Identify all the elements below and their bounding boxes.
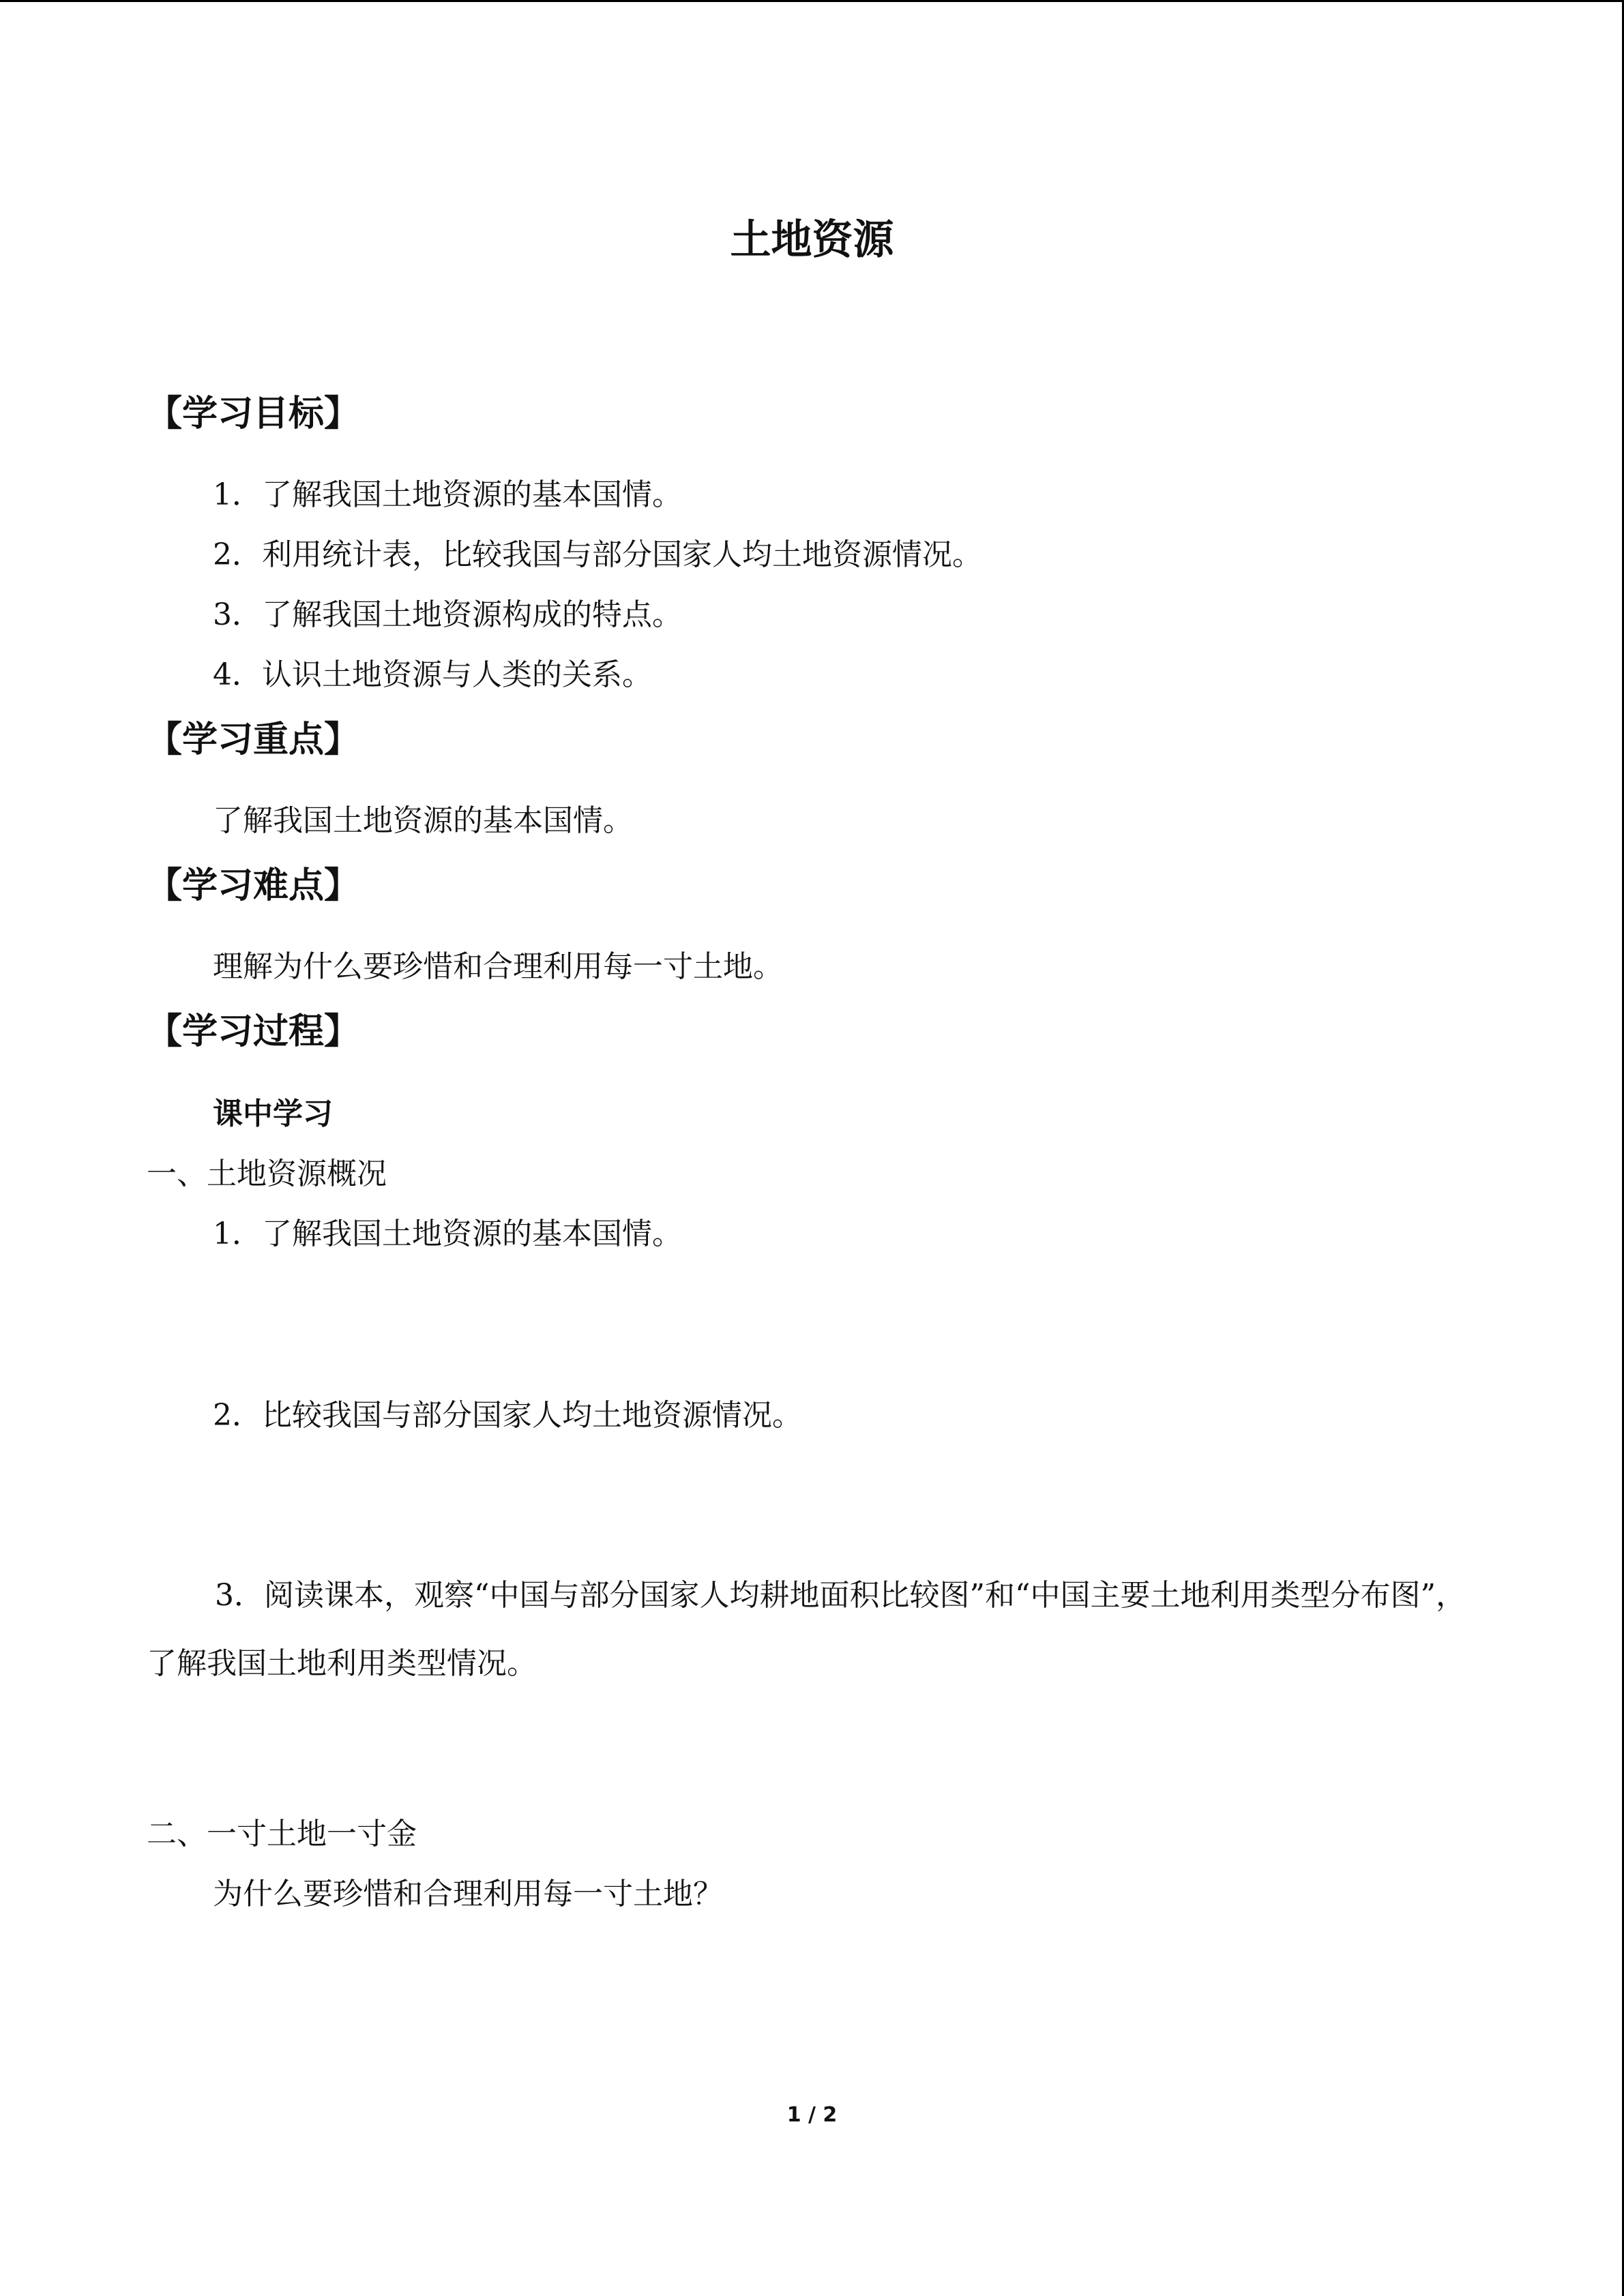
page-title: 土地资源 bbox=[730, 216, 894, 264]
page-number: 1 / 2 bbox=[786, 2103, 838, 2127]
objective-item-4: 4．认识土地资源与人类的关系。 bbox=[213, 657, 652, 692]
objective-item-1: 1．了解我国土地资源的基本国情。 bbox=[213, 477, 682, 512]
part1-title: 一、土地资源概况 bbox=[147, 1157, 387, 1191]
page-top-border bbox=[0, 0, 1624, 2]
objective-item-2: 2．利用统计表，比较我国与部分国家人均土地资源情况。 bbox=[213, 537, 982, 572]
part1-question-2: 2．比较我国与部分国家人均土地资源情况。 bbox=[213, 1398, 802, 1433]
key-point-text: 了解我国土地资源的基本国情。 bbox=[213, 803, 633, 838]
objectives-heading: 【学习目标】 bbox=[147, 393, 360, 434]
difficulty-heading: 【学习难点】 bbox=[147, 865, 360, 906]
objective-item-3: 3．了解我国土地资源构成的特点。 bbox=[213, 597, 682, 632]
part1-question-1: 1．了解我国土地资源的基本国情。 bbox=[213, 1217, 682, 1251]
process-heading: 【学习过程】 bbox=[147, 1011, 360, 1052]
process-subheading: 课中学习 bbox=[213, 1097, 333, 1131]
part2-question: 为什么要珍惜和合理利用每一寸土地？ bbox=[213, 1877, 723, 1911]
difficulty-text: 理解为什么要珍惜和合理利用每一寸土地。 bbox=[213, 949, 783, 984]
key-point-heading: 【学习重点】 bbox=[147, 719, 360, 760]
part2-title: 二、一寸土地一寸金 bbox=[147, 1817, 417, 1851]
part1-question-3: 3．阅读课本，观察“中国与部分国家人均耕地面积比较图”和“中国主要土地利用类型分布图”，了解我国土地利用类型情况。 bbox=[147, 1578, 1466, 1681]
